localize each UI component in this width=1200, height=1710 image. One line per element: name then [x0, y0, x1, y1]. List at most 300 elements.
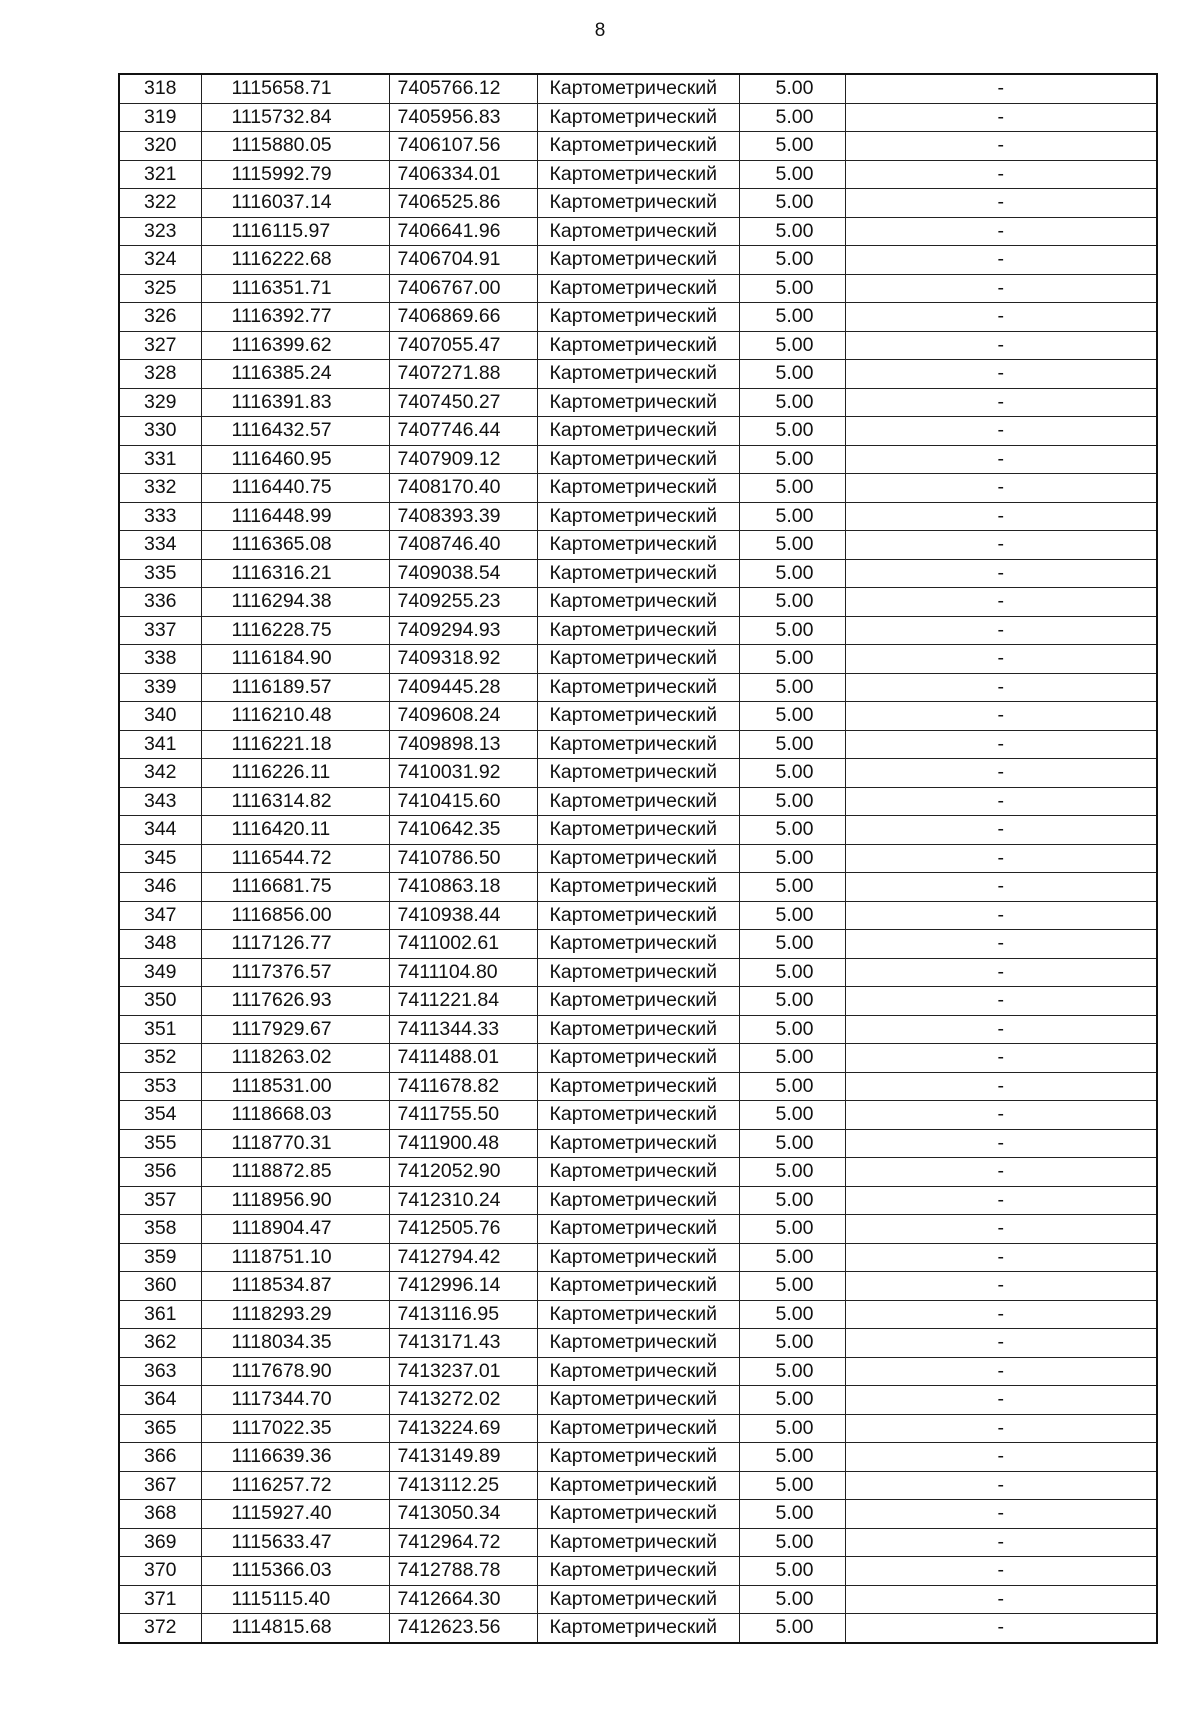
x-coordinate-cell: 1118531.00 [201, 1072, 389, 1101]
note-cell: - [845, 645, 1157, 674]
page-number: 8 [594, 20, 606, 41]
method-cell: Картометрический [537, 1129, 739, 1158]
point-number-cell: 345 [119, 844, 201, 873]
table-row [119, 1072, 1157, 1101]
point-number-cell: 320 [119, 132, 201, 161]
table-row [119, 1357, 1157, 1386]
y-coordinate-cell: 7411678.82 [389, 1072, 537, 1101]
accuracy-cell: 5.00 [739, 1272, 845, 1301]
accuracy-cell: 5.00 [739, 1072, 845, 1101]
y-coordinate-cell: 7405766.12 [389, 74, 537, 103]
point-number-cell: 358 [119, 1215, 201, 1244]
table-row [119, 645, 1157, 674]
x-coordinate-cell: 1118751.10 [201, 1243, 389, 1272]
point-number-cell: 372 [119, 1614, 201, 1643]
point-number-cell: 351 [119, 1015, 201, 1044]
x-coordinate-cell: 1116432.57 [201, 417, 389, 446]
x-coordinate-cell: 1116210.48 [201, 702, 389, 731]
note-cell: - [845, 873, 1157, 902]
table-row [119, 303, 1157, 332]
note-cell: - [845, 987, 1157, 1016]
point-number-cell: 340 [119, 702, 201, 731]
y-coordinate-cell: 7413050.34 [389, 1500, 537, 1529]
method-cell: Картометрический [537, 1101, 739, 1130]
note-cell: - [845, 1500, 1157, 1529]
method-cell: Картометрический [537, 787, 739, 816]
accuracy-cell: 5.00 [739, 274, 845, 303]
method-cell: Картометрический [537, 559, 739, 588]
table-row [119, 987, 1157, 1016]
method-cell: Картометрический [537, 759, 739, 788]
point-number-cell: 323 [119, 217, 201, 246]
x-coordinate-cell: 1116399.62 [201, 331, 389, 360]
x-coordinate-cell: 1117344.70 [201, 1386, 389, 1415]
method-cell: Картометрический [537, 930, 739, 959]
y-coordinate-cell: 7412964.72 [389, 1528, 537, 1557]
accuracy-cell: 5.00 [739, 759, 845, 788]
x-coordinate-cell: 1116037.14 [201, 189, 389, 218]
table-row [119, 730, 1157, 759]
accuracy-cell: 5.00 [739, 1414, 845, 1443]
point-number-cell: 368 [119, 1500, 201, 1529]
note-cell: - [845, 673, 1157, 702]
note-cell: - [845, 445, 1157, 474]
y-coordinate-cell: 7413272.02 [389, 1386, 537, 1415]
table-row [119, 246, 1157, 275]
y-coordinate-cell: 7408746.40 [389, 531, 537, 560]
method-cell: Картометрический [537, 730, 739, 759]
y-coordinate-cell: 7410415.60 [389, 787, 537, 816]
method-cell: Картометрический [537, 616, 739, 645]
method-cell: Картометрический [537, 1585, 739, 1614]
accuracy-cell: 5.00 [739, 1471, 845, 1500]
point-number-cell: 369 [119, 1528, 201, 1557]
point-number-cell: 344 [119, 816, 201, 845]
x-coordinate-cell: 1115366.03 [201, 1557, 389, 1586]
note-cell: - [845, 1243, 1157, 1272]
point-number-cell: 331 [119, 445, 201, 474]
table-row [119, 1129, 1157, 1158]
note-cell: - [845, 930, 1157, 959]
note-cell: - [845, 502, 1157, 531]
table-row [119, 816, 1157, 845]
y-coordinate-cell: 7411002.61 [389, 930, 537, 959]
accuracy-cell: 5.00 [739, 1215, 845, 1244]
x-coordinate-cell: 1117929.67 [201, 1015, 389, 1044]
note-cell: - [845, 588, 1157, 617]
accuracy-cell: 5.00 [739, 1129, 845, 1158]
method-cell: Картометрический [537, 303, 739, 332]
y-coordinate-cell: 7410786.50 [389, 844, 537, 873]
point-number-cell: 349 [119, 958, 201, 987]
point-number-cell: 348 [119, 930, 201, 959]
x-coordinate-cell: 1118956.90 [201, 1186, 389, 1215]
x-coordinate-cell: 1116189.57 [201, 673, 389, 702]
x-coordinate-cell: 1116228.75 [201, 616, 389, 645]
method-cell: Картометрический [537, 189, 739, 218]
coordinates-table [118, 73, 1158, 1644]
method-cell: Картометрический [537, 1414, 739, 1443]
table-row [119, 1443, 1157, 1472]
x-coordinate-cell: 1116316.21 [201, 559, 389, 588]
point-number-cell: 371 [119, 1585, 201, 1614]
point-number-cell: 338 [119, 645, 201, 674]
note-cell: - [845, 1414, 1157, 1443]
y-coordinate-cell: 7407746.44 [389, 417, 537, 446]
point-number-cell: 360 [119, 1272, 201, 1301]
method-cell: Картометрический [537, 844, 739, 873]
point-number-cell: 356 [119, 1158, 201, 1187]
point-number-cell: 341 [119, 730, 201, 759]
x-coordinate-cell: 1117126.77 [201, 930, 389, 959]
accuracy-cell: 5.00 [739, 673, 845, 702]
method-cell: Картометрический [537, 1386, 739, 1415]
accuracy-cell: 5.00 [739, 445, 845, 474]
y-coordinate-cell: 7413224.69 [389, 1414, 537, 1443]
note-cell: - [845, 531, 1157, 560]
table-row [119, 1557, 1157, 1586]
method-cell: Картометрический [537, 74, 739, 103]
method-cell: Картометрический [537, 816, 739, 845]
accuracy-cell: 5.00 [739, 1528, 845, 1557]
point-number-cell: 343 [119, 787, 201, 816]
y-coordinate-cell: 7413171.43 [389, 1329, 537, 1358]
accuracy-cell: 5.00 [739, 930, 845, 959]
table-row [119, 1500, 1157, 1529]
method-cell: Картометрический [537, 1044, 739, 1073]
table-row [119, 759, 1157, 788]
accuracy-cell: 5.00 [739, 217, 845, 246]
table-row [119, 1215, 1157, 1244]
table-row [119, 588, 1157, 617]
y-coordinate-cell: 7406641.96 [389, 217, 537, 246]
table-row [119, 673, 1157, 702]
y-coordinate-cell: 7406704.91 [389, 246, 537, 275]
point-number-cell: 365 [119, 1414, 201, 1443]
method-cell: Картометрический [537, 702, 739, 731]
point-number-cell: 337 [119, 616, 201, 645]
point-number-cell: 357 [119, 1186, 201, 1215]
x-coordinate-cell: 1116314.82 [201, 787, 389, 816]
method-cell: Картометрический [537, 645, 739, 674]
point-number-cell: 364 [119, 1386, 201, 1415]
accuracy-cell: 5.00 [739, 1585, 845, 1614]
accuracy-cell: 5.00 [739, 816, 845, 845]
note-cell: - [845, 844, 1157, 873]
method-cell: Картометрический [537, 274, 739, 303]
table-row [119, 958, 1157, 987]
accuracy-cell: 5.00 [739, 588, 845, 617]
note-cell: - [845, 160, 1157, 189]
point-number-cell: 333 [119, 502, 201, 531]
y-coordinate-cell: 7412310.24 [389, 1186, 537, 1215]
note-cell: - [845, 1614, 1157, 1643]
x-coordinate-cell: 1118034.35 [201, 1329, 389, 1358]
x-coordinate-cell: 1116639.36 [201, 1443, 389, 1472]
accuracy-cell: 5.00 [739, 1357, 845, 1386]
table-row [119, 502, 1157, 531]
point-number-cell: 326 [119, 303, 201, 332]
point-number-cell: 327 [119, 331, 201, 360]
y-coordinate-cell: 7409038.54 [389, 559, 537, 588]
note-cell: - [845, 417, 1157, 446]
table-row [119, 1528, 1157, 1557]
y-coordinate-cell: 7406107.56 [389, 132, 537, 161]
point-number-cell: 339 [119, 673, 201, 702]
accuracy-cell: 5.00 [739, 1500, 845, 1529]
method-cell: Картометрический [537, 474, 739, 503]
x-coordinate-cell: 1116365.08 [201, 531, 389, 560]
point-number-cell: 319 [119, 103, 201, 132]
accuracy-cell: 5.00 [739, 303, 845, 332]
point-number-cell: 325 [119, 274, 201, 303]
point-number-cell: 332 [119, 474, 201, 503]
x-coordinate-cell: 1117626.93 [201, 987, 389, 1016]
y-coordinate-cell: 7412505.76 [389, 1215, 537, 1244]
x-coordinate-cell: 1118770.31 [201, 1129, 389, 1158]
y-coordinate-cell: 7410031.92 [389, 759, 537, 788]
method-cell: Картометрический [537, 1243, 739, 1272]
accuracy-cell: 5.00 [739, 730, 845, 759]
table-row [119, 160, 1157, 189]
point-number-cell: 318 [119, 74, 201, 103]
y-coordinate-cell: 7405956.83 [389, 103, 537, 132]
note-cell: - [845, 103, 1157, 132]
note-cell: - [845, 132, 1157, 161]
table-row [119, 901, 1157, 930]
note-cell: - [845, 1129, 1157, 1158]
y-coordinate-cell: 7406869.66 [389, 303, 537, 332]
accuracy-cell: 5.00 [739, 331, 845, 360]
note-cell: - [845, 1101, 1157, 1130]
table-row [119, 1015, 1157, 1044]
y-coordinate-cell: 7409318.92 [389, 645, 537, 674]
method-cell: Картометрический [537, 1357, 739, 1386]
accuracy-cell: 5.00 [739, 474, 845, 503]
point-number-cell: 342 [119, 759, 201, 788]
note-cell: - [845, 1585, 1157, 1614]
accuracy-cell: 5.00 [739, 1015, 845, 1044]
table-row [119, 1386, 1157, 1415]
x-coordinate-cell: 1116222.68 [201, 246, 389, 275]
point-number-cell: 330 [119, 417, 201, 446]
y-coordinate-cell: 7413149.89 [389, 1443, 537, 1472]
accuracy-cell: 5.00 [739, 645, 845, 674]
accuracy-cell: 5.00 [739, 360, 845, 389]
point-number-cell: 354 [119, 1101, 201, 1130]
method-cell: Картометрический [537, 246, 739, 275]
accuracy-cell: 5.00 [739, 787, 845, 816]
point-number-cell: 322 [119, 189, 201, 218]
accuracy-cell: 5.00 [739, 844, 845, 873]
table-row [119, 1243, 1157, 1272]
table-row [119, 388, 1157, 417]
y-coordinate-cell: 7410938.44 [389, 901, 537, 930]
point-number-cell: 334 [119, 531, 201, 560]
x-coordinate-cell: 1117376.57 [201, 958, 389, 987]
x-coordinate-cell: 1116226.11 [201, 759, 389, 788]
y-coordinate-cell: 7412664.30 [389, 1585, 537, 1614]
note-cell: - [845, 958, 1157, 987]
point-number-cell: 366 [119, 1443, 201, 1472]
point-number-cell: 361 [119, 1300, 201, 1329]
point-number-cell: 353 [119, 1072, 201, 1101]
x-coordinate-cell: 1115927.40 [201, 1500, 389, 1529]
table-row [119, 103, 1157, 132]
note-cell: - [845, 246, 1157, 275]
x-coordinate-cell: 1114815.68 [201, 1614, 389, 1643]
y-coordinate-cell: 7409445.28 [389, 673, 537, 702]
accuracy-cell: 5.00 [739, 1044, 845, 1073]
y-coordinate-cell: 7407450.27 [389, 388, 537, 417]
x-coordinate-cell: 1117678.90 [201, 1357, 389, 1386]
method-cell: Картометрический [537, 1500, 739, 1529]
x-coordinate-cell: 1116440.75 [201, 474, 389, 503]
point-number-cell: 321 [119, 160, 201, 189]
method-cell: Картометрический [537, 673, 739, 702]
note-cell: - [845, 1215, 1157, 1244]
table-row [119, 1614, 1157, 1643]
note-cell: - [845, 759, 1157, 788]
note-cell: - [845, 474, 1157, 503]
table-row [119, 930, 1157, 959]
table-row [119, 531, 1157, 560]
x-coordinate-cell: 1115658.71 [201, 74, 389, 103]
x-coordinate-cell: 1116392.77 [201, 303, 389, 332]
note-cell: - [845, 1272, 1157, 1301]
x-coordinate-cell: 1116544.72 [201, 844, 389, 873]
x-coordinate-cell: 1115992.79 [201, 160, 389, 189]
accuracy-cell: 5.00 [739, 388, 845, 417]
table-row [119, 217, 1157, 246]
note-cell: - [845, 559, 1157, 588]
x-coordinate-cell: 1115115.40 [201, 1585, 389, 1614]
note-cell: - [845, 816, 1157, 845]
note-cell: - [845, 1072, 1157, 1101]
accuracy-cell: 5.00 [739, 74, 845, 103]
accuracy-cell: 5.00 [739, 901, 845, 930]
method-cell: Картометрический [537, 1528, 739, 1557]
y-coordinate-cell: 7406525.86 [389, 189, 537, 218]
table-row [119, 1585, 1157, 1614]
table-row [119, 1414, 1157, 1443]
accuracy-cell: 5.00 [739, 1186, 845, 1215]
point-number-cell: 346 [119, 873, 201, 902]
x-coordinate-cell: 1118293.29 [201, 1300, 389, 1329]
y-coordinate-cell: 7408170.40 [389, 474, 537, 503]
y-coordinate-cell: 7411104.80 [389, 958, 537, 987]
note-cell: - [845, 1357, 1157, 1386]
point-number-cell: 367 [119, 1471, 201, 1500]
accuracy-cell: 5.00 [739, 103, 845, 132]
x-coordinate-cell: 1116221.18 [201, 730, 389, 759]
y-coordinate-cell: 7407271.88 [389, 360, 537, 389]
point-number-cell: 329 [119, 388, 201, 417]
x-coordinate-cell: 1118872.85 [201, 1158, 389, 1187]
x-coordinate-cell: 1118534.87 [201, 1272, 389, 1301]
accuracy-cell: 5.00 [739, 873, 845, 902]
accuracy-cell: 5.00 [739, 502, 845, 531]
note-cell: - [845, 189, 1157, 218]
table-row [119, 331, 1157, 360]
accuracy-cell: 5.00 [739, 559, 845, 588]
accuracy-cell: 5.00 [739, 160, 845, 189]
y-coordinate-cell: 7411344.33 [389, 1015, 537, 1044]
accuracy-cell: 5.00 [739, 1557, 845, 1586]
table-row [119, 559, 1157, 588]
method-cell: Картометрический [537, 103, 739, 132]
table-row [119, 1186, 1157, 1215]
point-number-cell: 359 [119, 1243, 201, 1272]
point-number-cell: 370 [119, 1557, 201, 1586]
table-row [119, 702, 1157, 731]
accuracy-cell: 5.00 [739, 1300, 845, 1329]
y-coordinate-cell: 7412623.56 [389, 1614, 537, 1643]
note-cell: - [845, 702, 1157, 731]
note-cell: - [845, 360, 1157, 389]
method-cell: Картометрический [537, 1471, 739, 1500]
accuracy-cell: 5.00 [739, 1386, 845, 1415]
table-row [119, 132, 1157, 161]
accuracy-cell: 5.00 [739, 246, 845, 275]
method-cell: Картометрический [537, 1186, 739, 1215]
x-coordinate-cell: 1118263.02 [201, 1044, 389, 1073]
point-number-cell: 347 [119, 901, 201, 930]
y-coordinate-cell: 7413112.25 [389, 1471, 537, 1500]
accuracy-cell: 5.00 [739, 987, 845, 1016]
method-cell: Картометрический [537, 901, 739, 930]
y-coordinate-cell: 7412052.90 [389, 1158, 537, 1187]
accuracy-cell: 5.00 [739, 702, 845, 731]
accuracy-cell: 5.00 [739, 1614, 845, 1643]
x-coordinate-cell: 1116257.72 [201, 1471, 389, 1500]
note-cell: - [845, 331, 1157, 360]
method-cell: Картометрический [537, 1614, 739, 1643]
coordinates-table-body [119, 74, 1157, 1643]
y-coordinate-cell: 7408393.39 [389, 502, 537, 531]
point-number-cell: 336 [119, 588, 201, 617]
note-cell: - [845, 1443, 1157, 1472]
table-row [119, 189, 1157, 218]
x-coordinate-cell: 1115880.05 [201, 132, 389, 161]
x-coordinate-cell: 1116294.38 [201, 588, 389, 617]
x-coordinate-cell: 1116351.71 [201, 274, 389, 303]
y-coordinate-cell: 7409294.93 [389, 616, 537, 645]
method-cell: Картометрический [537, 160, 739, 189]
table-row [119, 873, 1157, 902]
accuracy-cell: 5.00 [739, 417, 845, 446]
note-cell: - [845, 1015, 1157, 1044]
point-number-cell: 324 [119, 246, 201, 275]
x-coordinate-cell: 1116391.83 [201, 388, 389, 417]
accuracy-cell: 5.00 [739, 1101, 845, 1130]
x-coordinate-cell: 1116448.99 [201, 502, 389, 531]
y-coordinate-cell: 7409255.23 [389, 588, 537, 617]
x-coordinate-cell: 1116385.24 [201, 360, 389, 389]
method-cell: Картометрический [537, 132, 739, 161]
note-cell: - [845, 1528, 1157, 1557]
x-coordinate-cell: 1116460.95 [201, 445, 389, 474]
table-row [119, 1329, 1157, 1358]
method-cell: Картометрический [537, 1072, 739, 1101]
x-coordinate-cell: 1116420.11 [201, 816, 389, 845]
method-cell: Картометрический [537, 958, 739, 987]
x-coordinate-cell: 1116681.75 [201, 873, 389, 902]
note-cell: - [845, 616, 1157, 645]
method-cell: Картометрический [537, 1015, 739, 1044]
accuracy-cell: 5.00 [739, 1158, 845, 1187]
table-row [119, 1158, 1157, 1187]
